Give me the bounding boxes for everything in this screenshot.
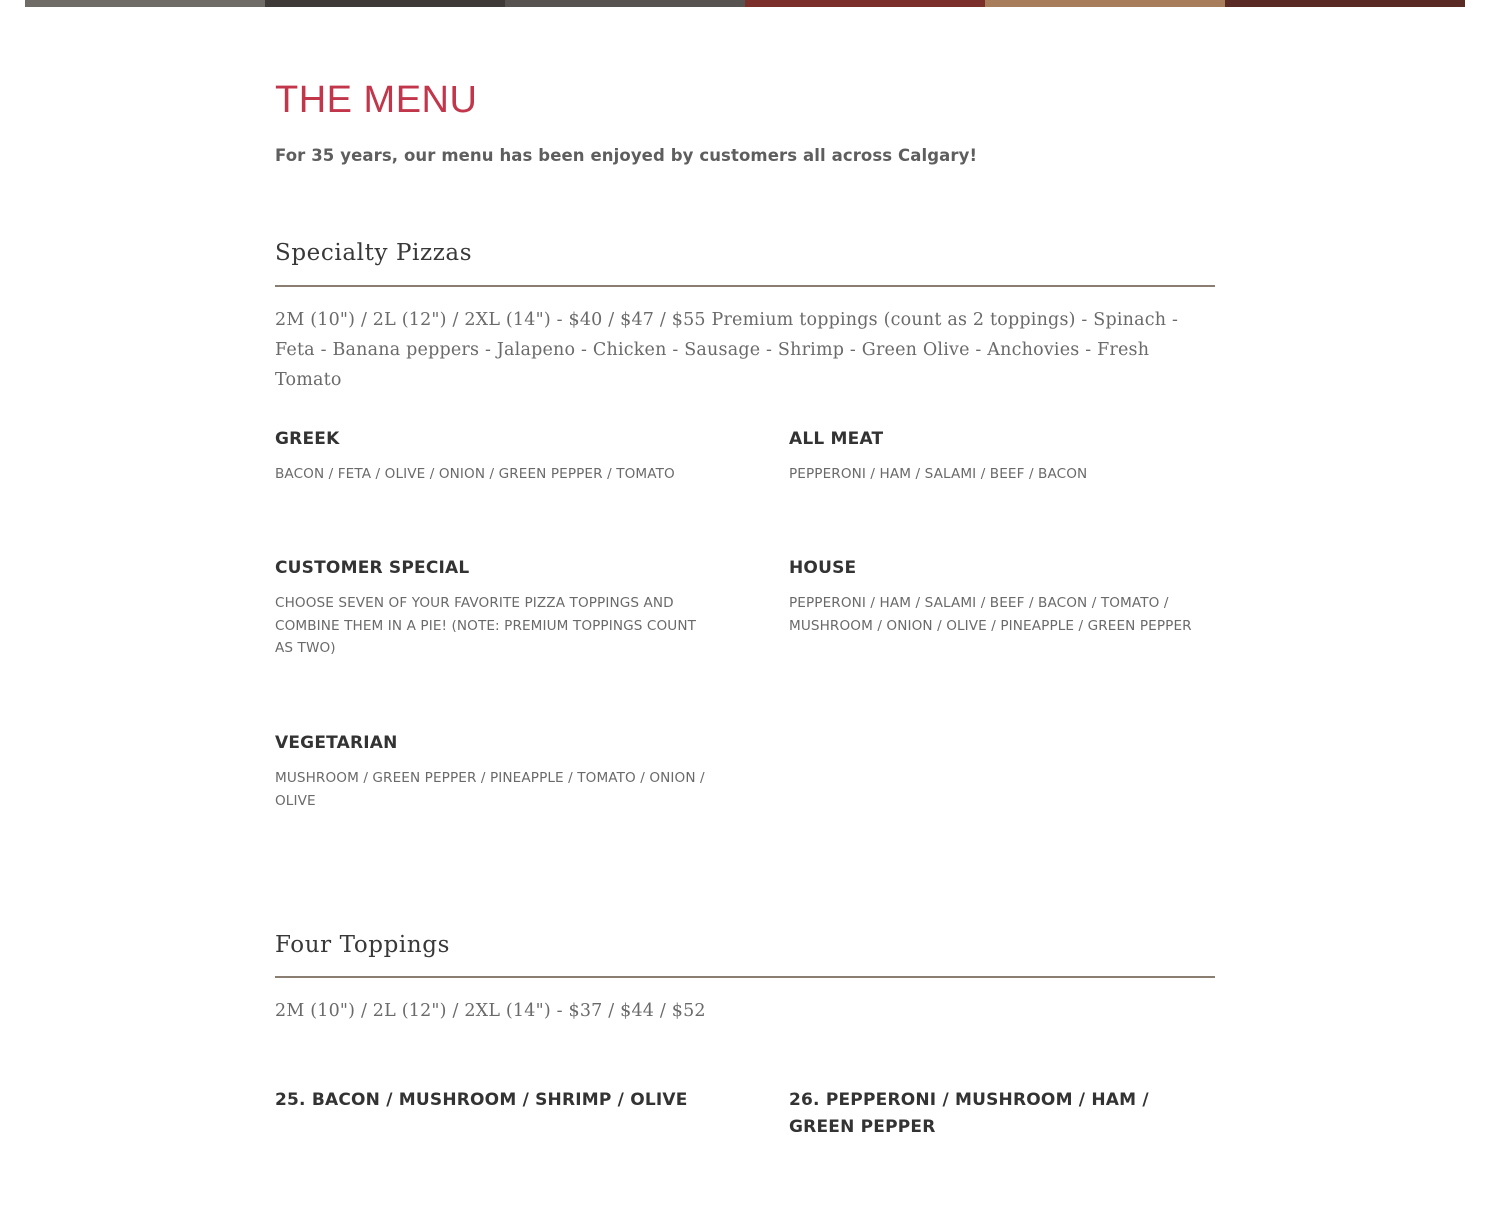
menu-item-customer-special	[275, 555, 705, 660]
hero-image-segment	[25, 0, 265, 7]
hero-image-segment	[265, 0, 505, 7]
page-title: THE MENU	[275, 79, 478, 121]
menu-intro-text: For 35 years, our menu has been enjoyed by customers all across Calgary!	[275, 146, 978, 165]
menu-item-name: VEGETARIAN	[275, 733, 398, 753]
menu-item-25	[275, 1087, 705, 1114]
menu-item-greek	[275, 426, 705, 486]
section-title-four-toppings: Four Toppings	[275, 932, 451, 958]
hero-image-segment	[985, 0, 1225, 7]
section-description-four-toppings: 2M (10") / 2L (12") / 2XL (14") - $37 / $44 / $52	[275, 1001, 706, 1021]
menu-item-all-meat	[789, 426, 1219, 486]
menu-item-name: HOUSE	[789, 558, 857, 578]
menu-item-26	[789, 1087, 1219, 1141]
menu-item-description: PEPPERONI / HAM / SALAMI / BEEF / BACON / TOMATO / MUSHROOM / ONION / OLIVE / PINEAPPLE / GREEN PEPPER	[789, 595, 1192, 634]
menu-item-name: ALL MEAT	[789, 429, 884, 449]
section-divider	[275, 285, 1215, 287]
menu-item-description: CHOOSE SEVEN OF YOUR FAVORITE PIZZA TOPPINGS AND COMBINE THEM IN A PIE! (NOTE: PREMIUM TOPPINGS COUNT AS TWO)	[275, 595, 696, 656]
hero-image-segment	[1225, 0, 1465, 7]
section-title-specialty-pizzas: Specialty Pizzas	[275, 240, 473, 266]
menu-item-name: CUSTOMER SPECIAL	[275, 558, 470, 578]
menu-item-description: MUSHROOM / GREEN PEPPER / PINEAPPLE / TOMATO / ONION / OLIVE	[275, 770, 705, 809]
menu-item-name: GREEK	[275, 429, 340, 449]
hero-image-segment	[745, 0, 985, 7]
hero-image-segment	[505, 0, 745, 7]
menu-item-vegetarian	[275, 730, 705, 812]
menu-item-name: 25. BACON / MUSHROOM / SHRIMP / OLIVE	[275, 1090, 688, 1110]
section-description-specialty-pizzas: 2M (10") / 2L (12") / 2XL (14") - $40 / $47 / $55 Premium toppings (count as 2 toppings) - Spinach - Feta - Banana peppers - Jalapeno - Chicken - Sausage - Shrimp - Green Olive - Anchovies - Fresh Tomato	[275, 310, 1179, 390]
hero-image-strip	[25, 0, 1465, 7]
menu-item-description: PEPPERONI / HAM / SALAMI / BEEF / BACON	[789, 466, 1088, 482]
menu-item-house	[789, 555, 1219, 637]
menu-item-description: BACON / FETA / OLIVE / ONION / GREEN PEPPER / TOMATO	[275, 466, 675, 482]
menu-item-name: 26. PEPPERONI / MUSHROOM / HAM / GREEN PEPPER	[789, 1090, 1149, 1137]
section-divider	[275, 976, 1215, 978]
